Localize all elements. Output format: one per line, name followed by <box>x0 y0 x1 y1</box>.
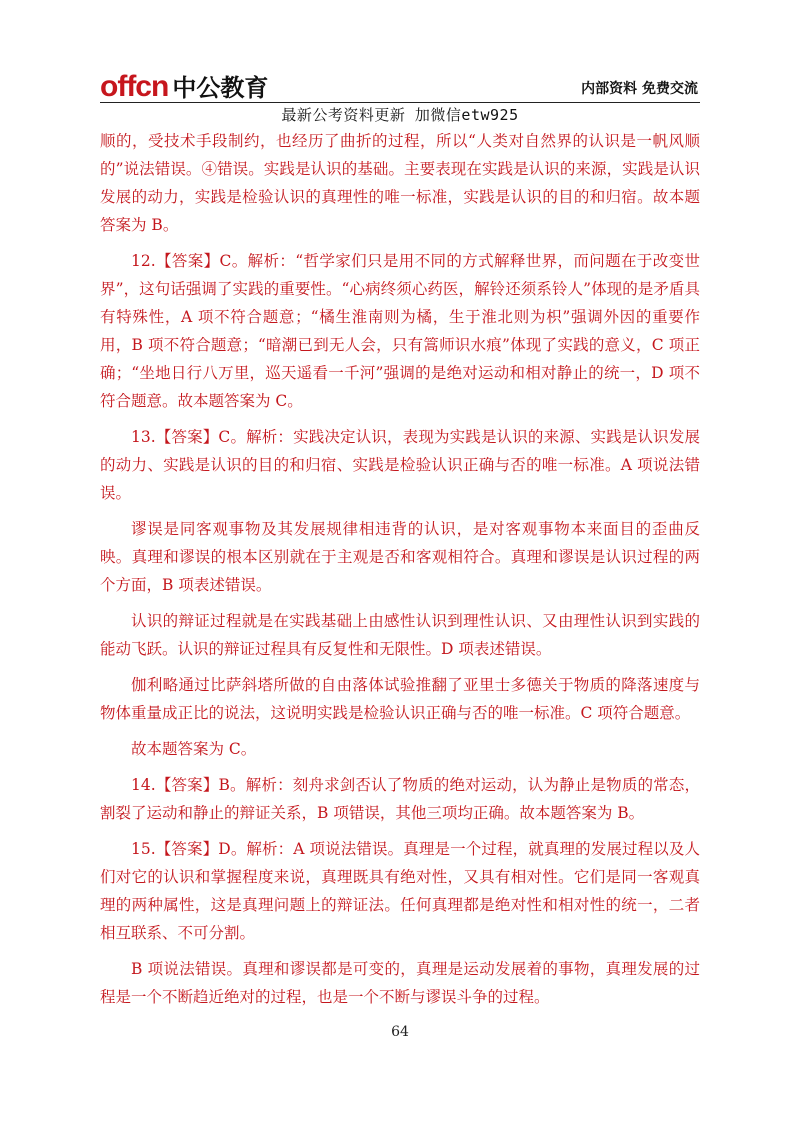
paragraph: 伽利略通过比萨斜塔所做的自由落体试验推翻了亚里士多德关于物质的降落速度与物体重量成正比的说法，这说明实践是检验认识正确与否的唯一标准。C 项符合题意。 <box>100 676 700 722</box>
page-subtitle: 最新公考资料更新 加微信etw925 <box>281 106 519 124</box>
page-header <box>100 68 700 102</box>
paragraph: 故本题答案为 C。 <box>131 740 257 758</box>
offcn-logo <box>100 68 268 102</box>
page-number: 64 <box>391 1024 409 1040</box>
paragraph: 13.【答案】C。解析：实践决定认识，表现为实践是认识的来源、实践是认识发展的动力、实践是认识的目的和归宿、实践是检验认识正确与否的唯一标准。A 项说法错误。 <box>100 428 700 502</box>
paragraph: 谬误是同客观事物及其发展规律相违背的认识，是对客观事物本来面目的歪曲反映。真理和谬误的根本区别就在于主观是否和客观相符合。真理和谬误是认识过程的两个方面，B 项表述错误。 <box>100 520 700 594</box>
paragraph: 15.【答案】D。解析：A 项说法错误。真理是一个过程，就真理的发展过程以及人们对它的认识和掌握程度来说，真理既具有绝对性，又具有相对性。它们是同一客观真理的两种属性，这是真理问题上的辩证法。任何真理都是绝对性和相对性的统一，二者相互联系、不可分割。 <box>100 840 700 942</box>
logo-latin-text: offcn <box>100 70 169 103</box>
paragraph: 认识的辩证过程就是在实践基础上由感性认识到理性认识、又由理性认识到实践的能动飞跃。认识的辩证过程具有反复性和无限性。D 项表述错误。 <box>100 612 700 658</box>
paragraph: 14.【答案】B。解析：刻舟求剑否认了物质的绝对运动，认为静止是物质的常态，割裂了运动和静止的辩证关系，B 项错误，其他三项均正确。故本题答案为 B。 <box>100 776 700 822</box>
paragraph: B 项说法错误。真理和谬误都是可变的，真理是运动发展着的事物，真理发展的过程是一个不断趋近绝对的过程，也是一个不断与谬误斗争的过程。 <box>100 960 700 1006</box>
logo-chinese-text: 中公教育 <box>172 74 269 102</box>
paragraph: 12.【答案】C。解析：“哲学家们只是用不同的方式解释世界，而问题在于改变世界”，这句话强调了实践的重要性。“心病终须心药医，解铃还须系铃人”体现的是矛盾具有特殊性，A 项不符合题意；“橘生淮南则为橘，生于淮北则为枳”强调外因的重要作用，B 项不符合题意；“暗潮已到无人会，只有篙师识水痕”体现了实践的意义，C 项正确；“坐地日行八万里，巡天遥看一千河”强调的是绝对运动和相对静止的统一，D 项不符合题意。故本题答案为 C。 <box>100 252 700 410</box>
paragraph: 顺的，受技术手段制约，也经历了曲折的过程，所以“人类对自然界的认识是一帆风顺的”说法错误。④错误。实践是认识的基础。主要表现在实践是认识的来源，实践是认识发展的动力，实践是检验认识的真理性的唯一标准，实践是认识的目的和归宿。故本题答案为 B。 <box>100 132 700 234</box>
document-body <box>100 127 700 1019</box>
header-internal-label: 内部资料 免费交流 <box>581 81 698 97</box>
header-divider <box>100 102 700 103</box>
